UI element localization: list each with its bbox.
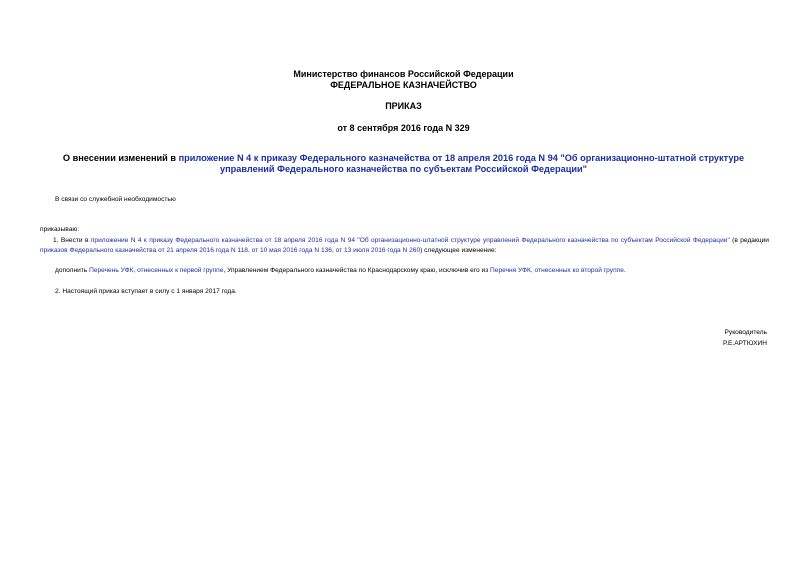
item-1-appendix-link[interactable]: приложение N 4 к приказу Федерального казначейства от 18 апреля 2016 года N 94 "Об организационно-штатной структуре управлений Федерального казначейства по субъектам Российской Федерации": [90, 237, 730, 244]
ministry-name: Министерство финансов Российской Федерации: [293, 69, 514, 79]
signature-block: [723, 327, 767, 349]
item-1-prefix: 1. Внести в: [53, 237, 91, 244]
document-header: [0, 69, 807, 91]
subject-link[interactable]: приложение N 4 к приказу Федерального казначейства от 18 апреля 2016 года N 94 "Об организационно-штатной структуре управлений Федерального казначейства по субъектам Российской Федерации": [178, 153, 745, 174]
document-date-number: от 8 сентября 2016 года N 329: [337, 123, 470, 133]
item-1-amendments-link[interactable]: приказов Федерального казначейства от 21 апреля 2016 года N 118, от 10 мая 2016 года N 136, от 13 июля 2016 года N 260: [40, 247, 421, 254]
basis-paragraph: В связи со служебной необходимостью: [55, 196, 176, 203]
item-1-change-paragraph: [55, 266, 769, 276]
document-subject: [40, 153, 767, 175]
signatory-position: Руководитель: [724, 329, 767, 336]
second-group-list-link[interactable]: Перечня УФК, отнесенных ко второй группе: [490, 267, 624, 274]
subject-prefix: О внесении изменений в: [62, 153, 179, 163]
change-mid: , Управлением Федерального казначейства по Краснодарскому краю, исключив его из: [223, 267, 491, 274]
change-end: .: [623, 267, 626, 274]
signatory-name: Р.Е.АРТЮХИН: [722, 340, 767, 347]
item-1-paragraph: [40, 236, 769, 256]
first-group-list-link[interactable]: Перечень УФК, отнесенных к первой группе: [89, 267, 224, 274]
item-1-mid: (в редакции: [729, 237, 769, 244]
document-type: ПРИКАЗ: [385, 101, 422, 111]
item-2-paragraph: 2. Настоящий приказ вступает в силу с 1 января 2017 года.: [55, 288, 237, 295]
order-word: приказываю:: [40, 226, 80, 233]
change-prefix: дополнить: [55, 267, 90, 274]
item-1-suffix: ) следующее изменение:: [420, 247, 497, 254]
agency-name: ФЕДЕРАЛЬНОЕ КАЗНАЧЕЙСТВО: [330, 80, 477, 90]
